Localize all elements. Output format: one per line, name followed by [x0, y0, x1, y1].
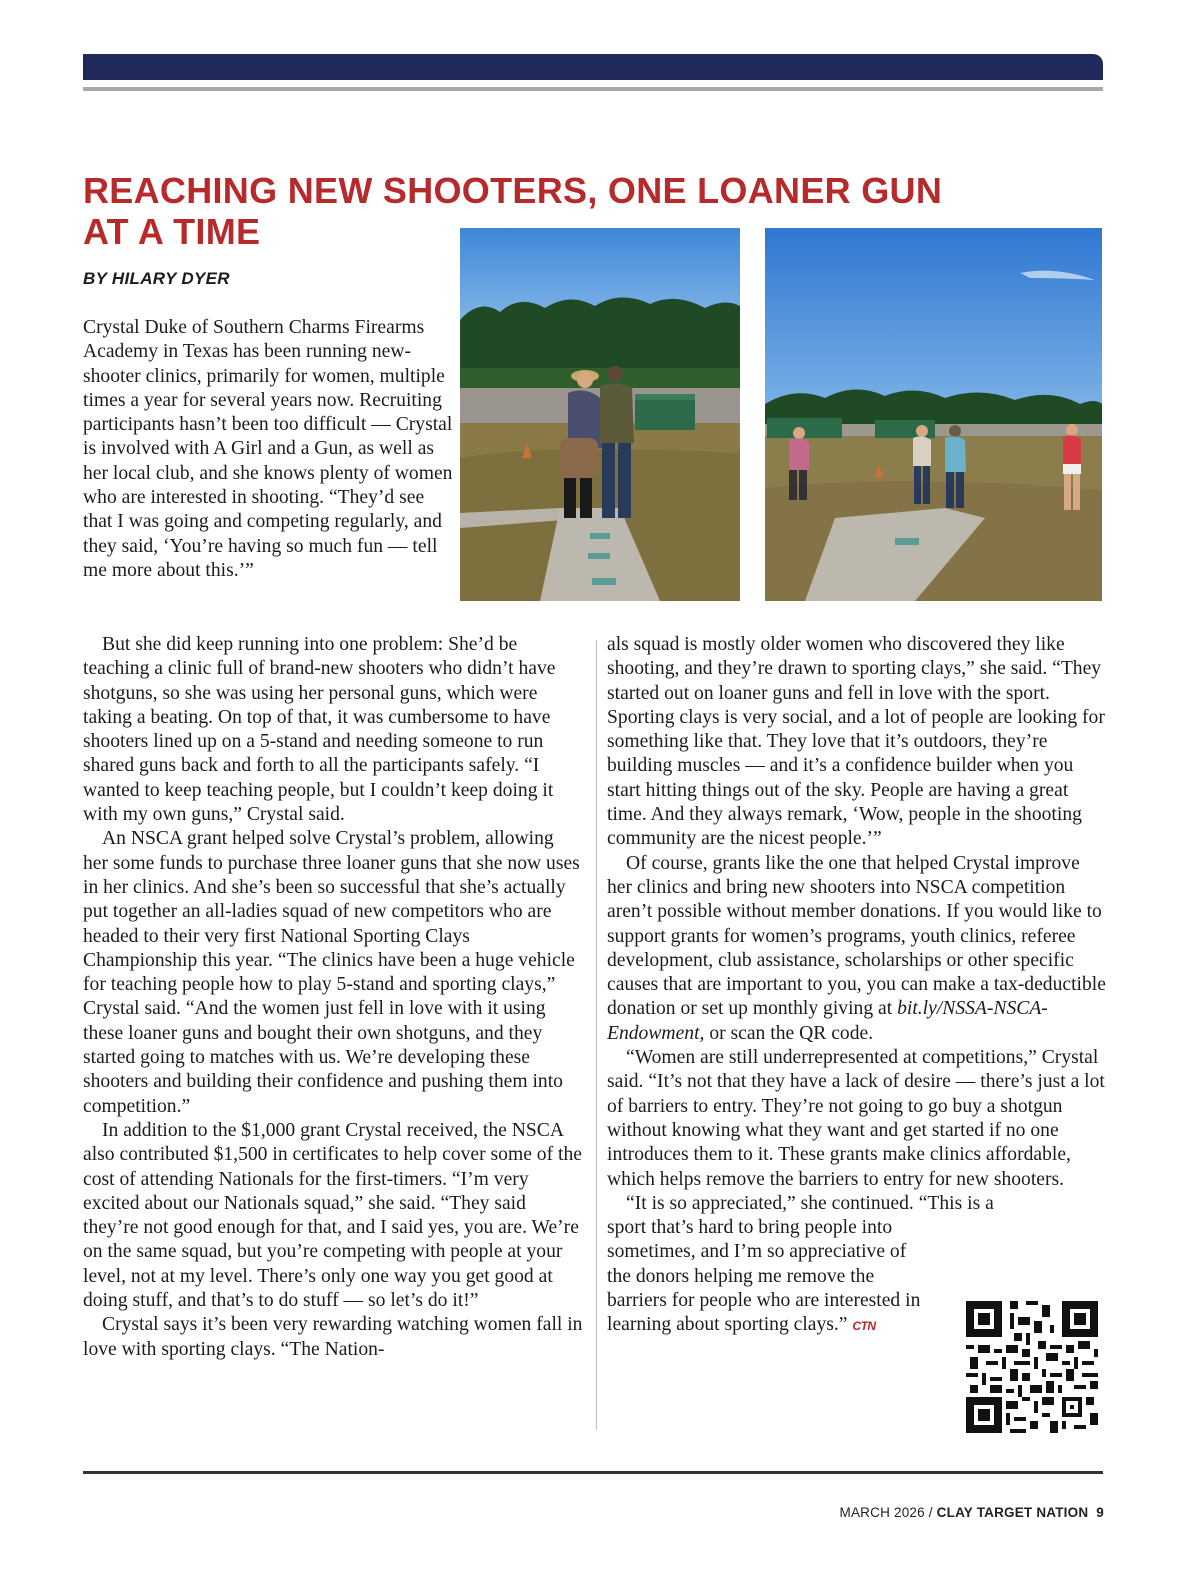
article-title: REACHING NEW SHOOTERS, ONE LOANER GUN AT A TIME: [83, 170, 943, 252]
body-paragraph: als squad is mostly older women who discovered they like shooting, and they’re drawn to sporting clays,” she said. “They started out on loaner guns and fell in love with the sport. Sporting clays is very social, and a lot of people are looking for something like that. They love that it’s outdoors, they’re building muscles — and it’s a confidence builder when you start hitting things out of the sky. People are having a great time. And they always remark, ‘Wow, people in the shooting community are the nicest people.’”: [607, 634, 1105, 850]
ctn-end-mark: CTN: [852, 1319, 876, 1334]
page-footer: [840, 1505, 1104, 1520]
intro-paragraph: [83, 316, 455, 583]
photo-clinic-group: [765, 228, 1102, 601]
body-paragraph: Crystal says it’s been very rewarding watching women fall in love with sporting clays. “The Nation-: [83, 1314, 583, 1360]
body-paragraph: “It is so appreciated,” she continued. “This is a: [626, 1192, 994, 1214]
qr-code[interactable]: [966, 1301, 1098, 1433]
body-text: Of course, grants like the one that helped Crystal improve her clinics and bring new shooters into NSCA competition aren’t possible without member donations. If you would like to support grants for women’s programs, youth clinics, referee development, club assistance, scholarships or other specific causes that are important to you, you can make a tax-deductible donation or set up monthly giving at: [607, 852, 1106, 1020]
body-column-2: [607, 633, 1107, 1339]
body-text: or scan the QR code.: [704, 1022, 874, 1044]
column-divider: [596, 640, 597, 1430]
header-rule: [83, 87, 1103, 91]
body-paragraph-wrapped: [607, 1216, 932, 1338]
header-bar: [83, 54, 1103, 80]
body-text: sport that’s hard to bring people into sometimes, and I’m so appreciative of the donors helping me remove the barriers for people who are interested in learning about sporting clays.”: [607, 1217, 921, 1336]
body-column-1: [83, 633, 583, 1362]
page-number: 9: [1096, 1505, 1104, 1520]
intro-text: Crystal Duke of Southern Charms Firearms Academy in Texas has been running new-shooter clinics, primarily for women, multiple times a year for several years now. Recruiting participants hasn’t been too difficult — Crystal is involved with A Girl and a Gun, as well as her local club, and she knows plenty of women who are interested in shooting. “They’d see that I was going and competing regularly, and they said, ‘You’re having so much fun — tell me more about this.’”: [83, 317, 453, 581]
publication-name: CLAY TARGET NATION: [936, 1505, 1089, 1520]
body-paragraph: “Women are still underrepresented at competitions,” Crystal said. “It’s not that they have a lack of desire — there’s just a lot of barriers to entry. They’re not going to go buy a shotgun without knowing what they want and get started if no one introduces them to it. These grants make clinics affordable, which helps remove the barriers to entry for new shooters.: [607, 1047, 1105, 1190]
photo-clinic-pair: [460, 228, 740, 601]
donation-link[interactable]: bit.ly/NSSA-NSCA-Endowment,: [607, 998, 1048, 1044]
byline: BY HILARY DYER: [83, 269, 230, 288]
body-paragraph: An NSCA grant helped solve Crystal’s problem, allowing her some funds to purchase three loaner guns that she now uses in her clinics. And she’s been so successful that she’s actually put together an all-ladies squad of new competitors who are headed to their very first National Sporting Clays Championship this year. “The clinics have been a huge vehicle for teaching people how to play 5-stand and sporting clays,” Crystal said. “And the women just fell in love with it using these loaner guns and bought their own shotguns, and they started going to matches with us. We’re developing these shooters and building their confidence and pushing them into competition.”: [83, 828, 580, 1117]
body-paragraph: [607, 852, 1107, 1046]
body-paragraph: But she did keep running into one problem: She’d be teaching a clinic full of brand-new shooters who didn’t have shotguns, so she was using her personal guns, which were taking a beating. On top of that, it was cumbersome to have shooters lined up on a 5-stand and needing someone to run shared guns back and forth to all the participants safely. “I wanted to keep teaching people, but I couldn’t keep doing it with my own guns,” Crystal said.: [83, 634, 556, 826]
footer-rule: [83, 1471, 1103, 1474]
body-paragraph: In addition to the $1,000 grant Crystal received, the NSCA also contributed $1,500 in certificates to help cover some of the cost of attending Nationals for the first-timers. “I’m very excited about our Nationals squad,” she said. “They said they’re not good enough for that, and I said yes, you are. We’re on the same squad, but you’re competing with people at your level, not at my level. There’s only one way you get good at doing stuff, and that’s to do stuff — so let’s do it!”: [83, 1119, 582, 1312]
issue-date: MARCH 2026 /: [839, 1505, 937, 1520]
